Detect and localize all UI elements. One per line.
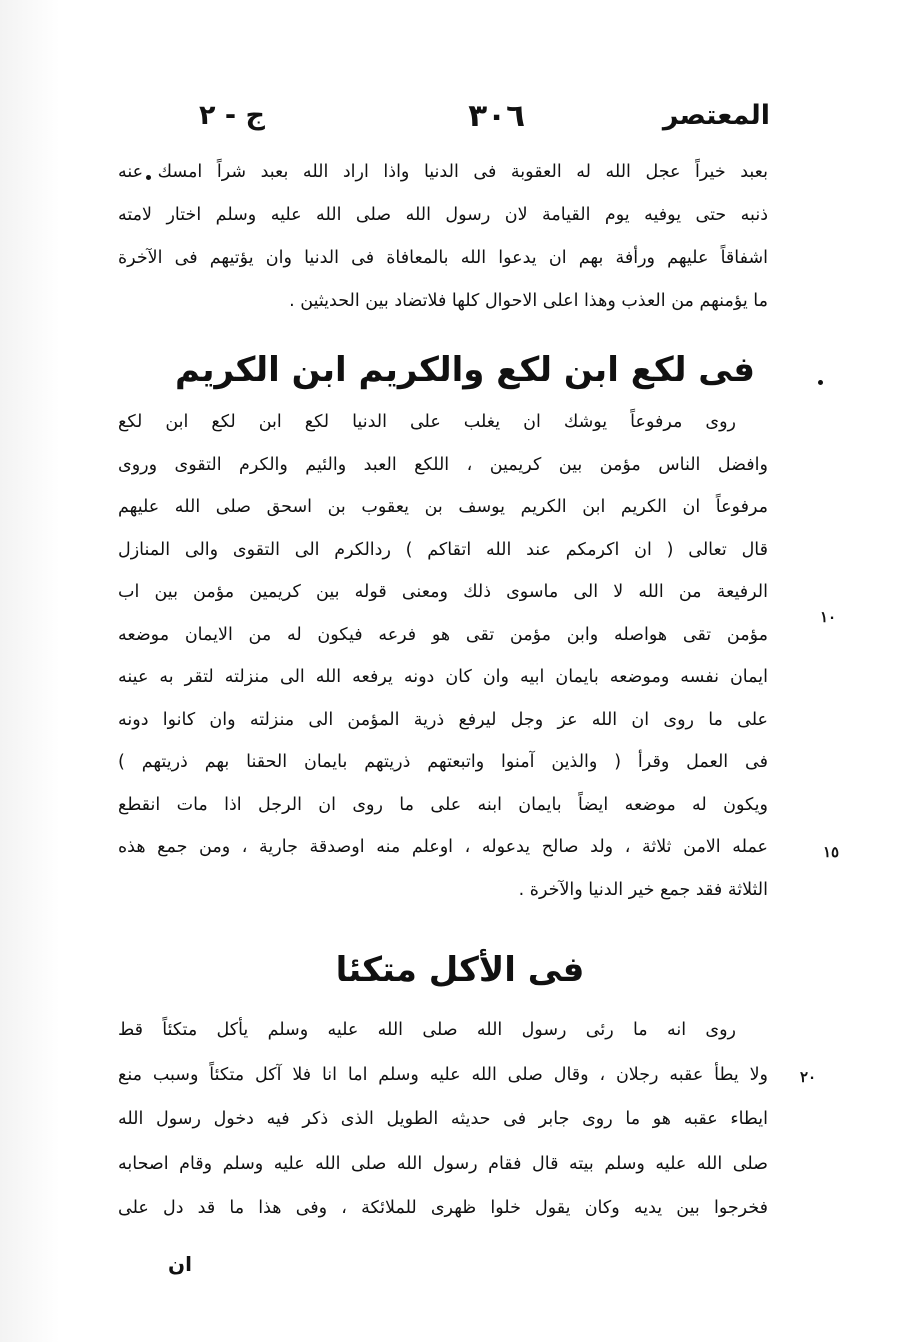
paragraph-lukaa — [118, 402, 768, 912]
text-line: روى مرفوعاً يوشك ان يغلب على الدنيا لكع ابن لكع ابن لكع — [118, 412, 736, 432]
catchword: ان — [168, 1252, 192, 1276]
text-line: ايطاء عقبه هو ما روى جابر فى حديثه الطويل الذى ذكر فيه دخول رسول الله — [118, 1109, 768, 1129]
text-line: مرفوعاً ان الكريم ابن الكريم يوسف بن يعقوب بن اسحق صلى الله عليهم — [118, 497, 768, 517]
text-line: الثلاثة فقد جمع خير الدنيا والآخرة . — [518, 879, 768, 900]
text-line: ولا يطأ عقبه رجلان ، وقال صلى الله عليه وسلم اما انا فلا آكل متكئاً وسبب منع — [118, 1064, 768, 1085]
text-line: مؤمن تقى هواصله وابن مؤمن تقى هو فرعه فيكون له من الايمان موضعه — [118, 624, 768, 645]
section-heading-lukaa: فى لكع ابن لكع والكريم ابن الكريم — [175, 350, 755, 390]
line-number-10: ١٠ — [820, 608, 837, 626]
text-line: روى انه ما رئى رسول الله صلى الله عليه وسلم يأكل متكئاً قط — [118, 1020, 736, 1040]
line-number-15: ١٥ — [823, 843, 840, 861]
running-title: المعتصر — [662, 100, 770, 131]
page-edge-shadow — [0, 0, 60, 1342]
text-line: فخرجوا بين يديه وكان يقول خلوا ظهرى للملائكة ، وفى هذا ما قد دل على — [118, 1198, 768, 1218]
page-number: ٣٠٦ — [468, 98, 525, 134]
margin-dot-heading — [818, 380, 823, 385]
text-line: بعبد خيراً عجل الله له العقوبة فى الدنيا واذا اراد الله بعبد شراً امسك عنه — [118, 162, 768, 182]
text-line: فى العمل وقرأ ( والذين آمنوا واتبعتهم ذريتهم بايمان الحقنا بهم ذريتهم ) — [118, 752, 768, 772]
text-line: عمله الامن ثلاثة ، ولد صالح يدعوله ، اوعلم منه اوصدقة جارية ، ومن جمع هذه — [118, 837, 768, 857]
text-line: قال تعالى ( ان اكرمكم عند الله اتقاكم ) ردالكرم الى التقوى والى المنازل — [118, 539, 768, 560]
section-heading-reclining: فى الأكل متكئا — [335, 950, 585, 990]
line-number-20: ٢٠ — [800, 1068, 817, 1086]
paragraph-continuation — [118, 152, 768, 324]
paragraph-reclining — [118, 1010, 768, 1233]
text-line: ما يؤمنهم من العذب وهذا اعلى الاحوال كلها فلاتضاد بين الحديثين . — [289, 291, 768, 311]
text-line: ويكون له موضعه ايضاً بايمان ابنه على ما روى ان الرجل اذا مات انقطع — [118, 794, 768, 815]
text-line: على ما روى ان الله عز وجل ليرفع ذرية المؤمن الى منزلته وان كانوا دونه — [118, 709, 768, 730]
text-line: ايمان نفسه وموضعه بايمان ابيه وان كان دونه يرفعه الله الى منزلته لتقر به عينه — [118, 667, 768, 687]
text-line: اشفاقاً عليهم ورأفة بهم ان يدعوا الله بالمعافاة فى الدنيا وان يؤتيهم فى الآخرة — [118, 248, 768, 268]
text-line: ذنبه حتى يوفيه يوم القيامة لان رسول الله صلى الله عليه وسلم اختار لامته — [118, 205, 768, 225]
volume-label: ج - ٢ — [199, 100, 265, 131]
text-line: وافضل الناس مؤمن بين كريمين ، اللكع العبد والئيم والكرم التقوى وروى — [118, 454, 768, 475]
text-line: الرفيعة من الله لا الى ماسوى ذلك ومعنى قوله بين كريمين مؤمن بين اب — [118, 582, 768, 602]
text-line: صلى الله عليه وسلم بيته قال فقام رسول الله صلى الله عليه وسلم وقام اصحابه — [118, 1153, 768, 1174]
page-header — [150, 96, 770, 140]
